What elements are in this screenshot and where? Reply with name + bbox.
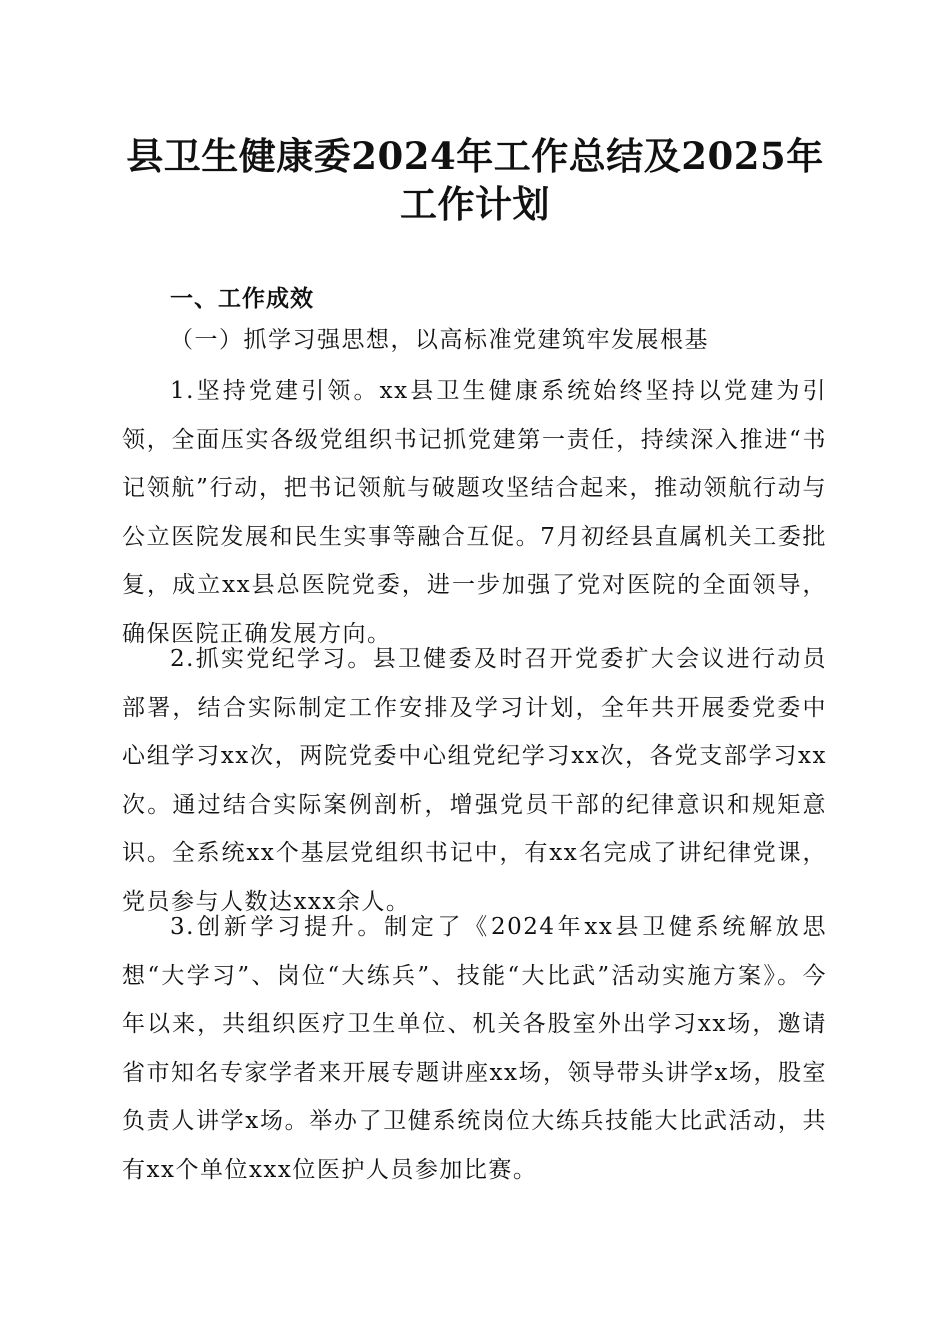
document-title: 县卫生健康委2024年工作总结及2025年工作计划 — [126, 134, 824, 226]
paragraph-3: 3.创新学习提升。制定了《2024年xx县卫健系统解放思想“大学习”、岗位“大练兵”、技能“大比武”活动实施方案》。今年以来，共组织医疗卫生单位、机关各股室外出学习xx场，邀请省市知名专家学者来开展专题讲座xx场，领导带头讲学x场，股室负责人讲学x场。举办了卫健系统岗位大练兵技能大比武活动，共有xx个单位xxx位医护人员参加比赛。 — [122, 914, 827, 1183]
subsection-heading: （一）抓学习强思想，以高标准党建筑牢发展根基 — [170, 327, 709, 353]
paragraph-2: 2.抓实党纪学习。县卫健委及时召开党委扩大会议进行动员部署，结合实际制定工作安排及学习计划，全年共开展委党委中心组学习xx次，两院党委中心组党纪学习xx次，各党支部学习xx次。通过结合实际案例剖析，增强党员干部的纪律意识和规矩意识。全系统xx个基层党组织书记中，有xx名完成了讲纪律党课，党员参与人数达xxx余人。 — [122, 646, 827, 915]
section-heading: 一、工作成效 — [170, 286, 314, 312]
paragraph-1: 1.坚持党建引领。xx县卫生健康系统始终坚持以党建为引领，全面压实各级党组织书记抓党建第一责任，持续深入推进“书记领航”行动，把书记领航与破题攻坚结合起来，推动领航行动与公立医院发展和民生实事等融合互促。7月初经县直属机关工委批复，成立xx县总医院党委，进一步加强了党对医院的全面领导，确保医院正确发展方向。 — [122, 378, 827, 647]
